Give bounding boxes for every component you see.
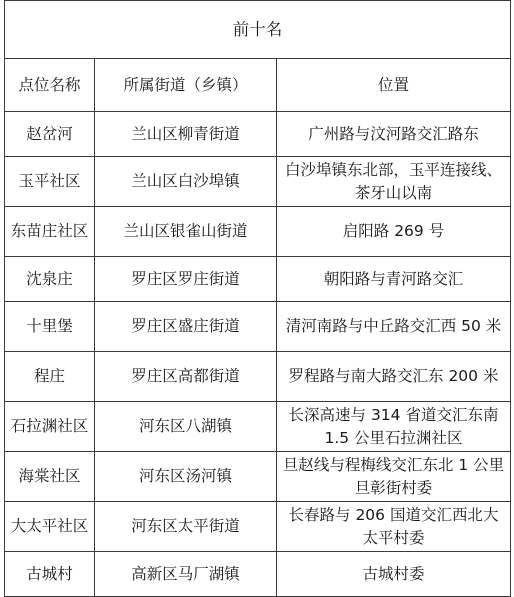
cell-name: 沈泉庄 <box>5 257 95 302</box>
table-title: 前十名 <box>5 1 511 59</box>
cell-name: 石拉渊社区 <box>5 402 95 452</box>
cell-location: 长深高速与 314 省道交汇东南 1.5 公里石拉渊社区 <box>277 402 511 452</box>
ranking-table <box>4 0 511 597</box>
cell-location: 清河南路与中丘路交汇西 50 米 <box>277 302 511 352</box>
cell-location: 白沙埠镇东北部，玉平连接线、茶牙山以南 <box>277 157 511 207</box>
cell-street: 罗庄区盛庄街道 <box>95 302 277 352</box>
cell-name: 东苗庄社区 <box>5 207 95 257</box>
cell-street: 河东区太平街道 <box>95 502 277 552</box>
table-row <box>5 157 511 207</box>
cell-location: 长春路与 206 国道交汇西北大太平村委 <box>277 502 511 552</box>
cell-location: 罗程路与南大路交汇东 200 米 <box>277 352 511 402</box>
cell-street: 河东区汤河镇 <box>95 452 277 502</box>
cell-street: 兰山区银雀山街道 <box>95 207 277 257</box>
table-row <box>5 302 511 352</box>
cell-street: 河东区八湖镇 <box>95 402 277 452</box>
cell-location: 广州路与汶河路交汇路东 <box>277 112 511 157</box>
header-row <box>5 59 511 112</box>
table-row <box>5 257 511 302</box>
cell-street: 罗庄区罗庄街道 <box>95 257 277 302</box>
table-row <box>5 402 511 452</box>
header-street: 所属街道（乡镇） <box>95 59 277 112</box>
cell-location: 朝阳路与青河路交汇 <box>277 257 511 302</box>
header-location: 位置 <box>277 59 511 112</box>
cell-street: 兰山区柳青街道 <box>95 112 277 157</box>
table-row <box>5 112 511 157</box>
table-row <box>5 352 511 402</box>
table-row <box>5 207 511 257</box>
cell-name: 十里堡 <box>5 302 95 352</box>
cell-street: 罗庄区高都街道 <box>95 352 277 402</box>
cell-name: 玉平社区 <box>5 157 95 207</box>
cell-name: 古城村 <box>5 552 95 597</box>
cell-location: 旦赵线与程梅线交汇东北 1 公里旦彰街村委 <box>277 452 511 502</box>
cell-street: 兰山区白沙埠镇 <box>95 157 277 207</box>
cell-name: 海棠社区 <box>5 452 95 502</box>
cell-location: 古城村委 <box>277 552 511 597</box>
cell-name: 赵岔河 <box>5 112 95 157</box>
cell-street: 高新区马厂湖镇 <box>95 552 277 597</box>
cell-name: 大太平社区 <box>5 502 95 552</box>
table-row <box>5 452 511 502</box>
cell-location: 启阳路 269 号 <box>277 207 511 257</box>
table-row <box>5 502 511 552</box>
header-name: 点位名称 <box>5 59 95 112</box>
cell-name: 程庄 <box>5 352 95 402</box>
table-row <box>5 552 511 597</box>
